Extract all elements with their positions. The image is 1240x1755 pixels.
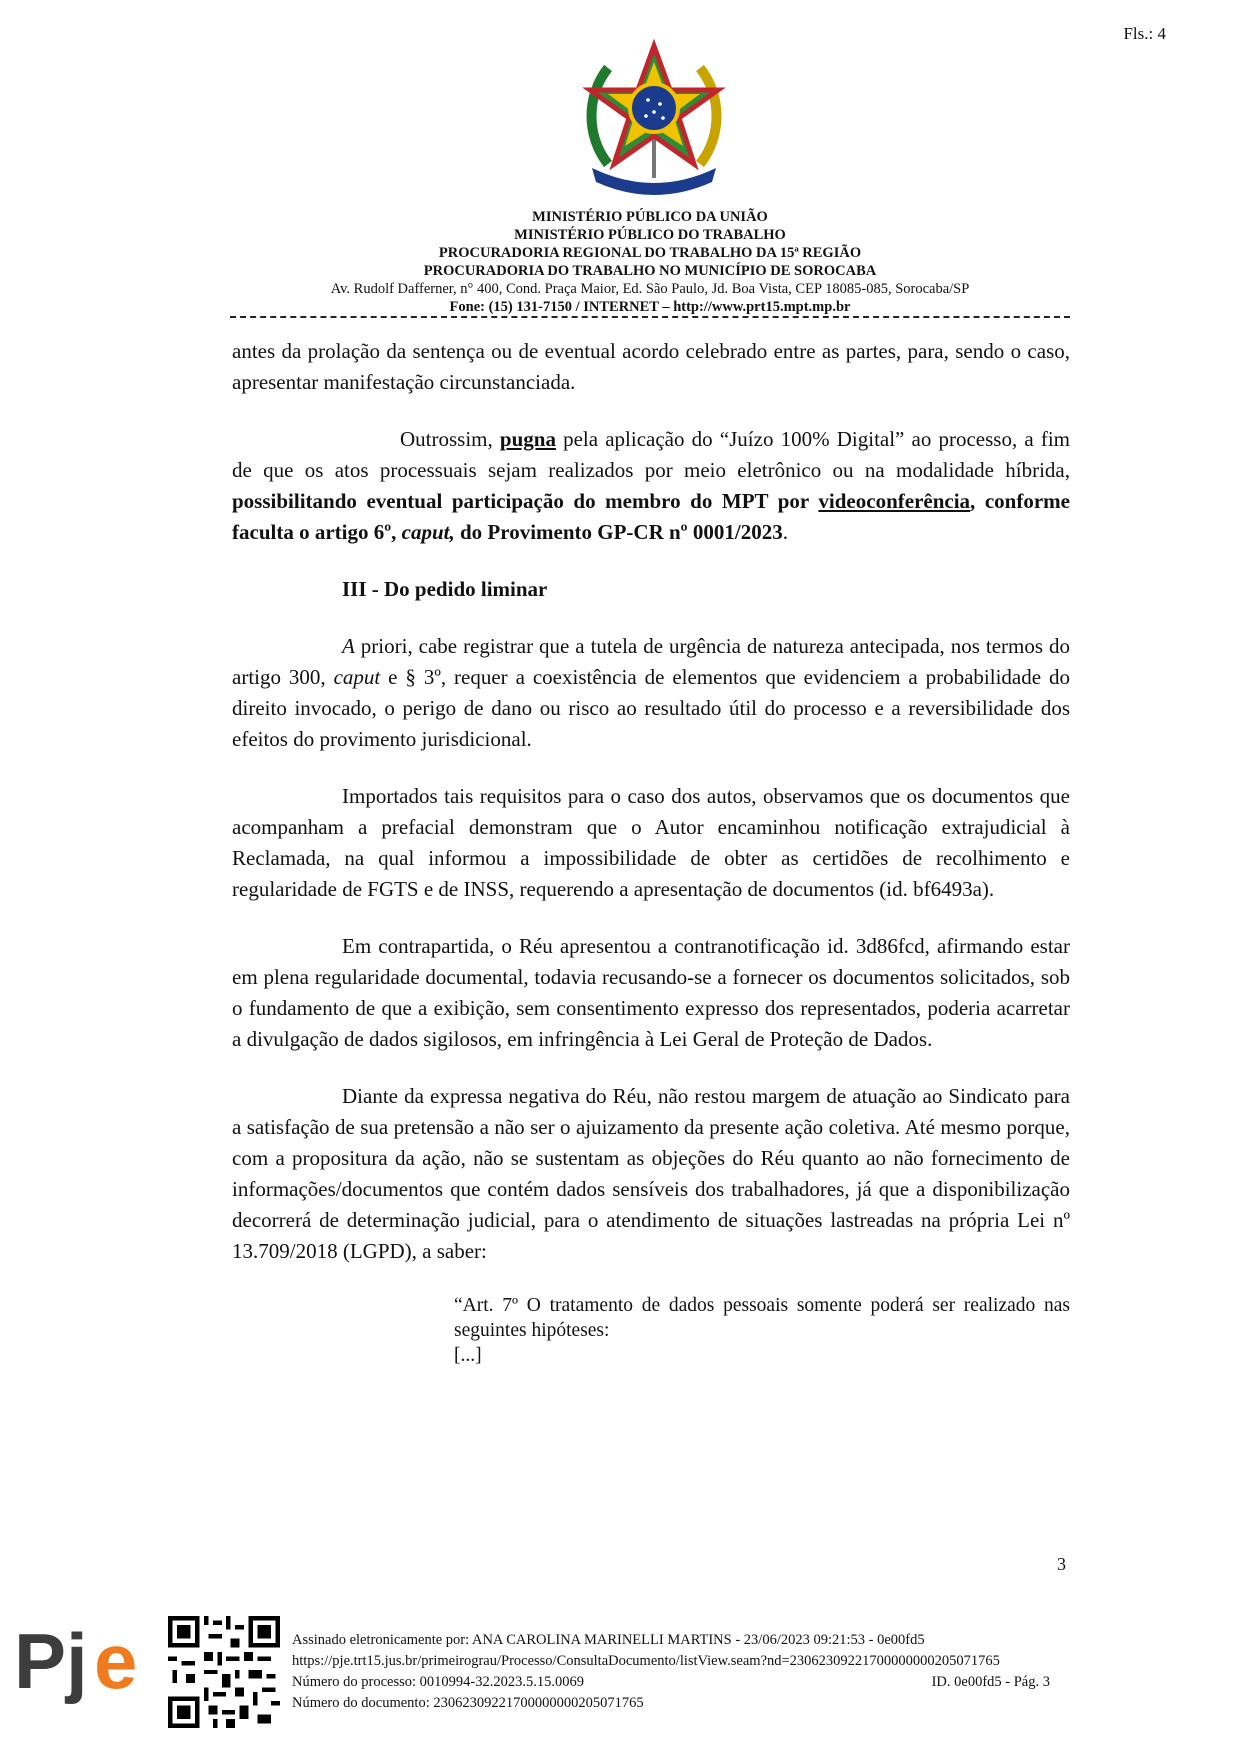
header-line-3: PROCURADORIA REGIONAL DO TRABALHO DA 15ª REGIÃO xyxy=(438,245,862,261)
emphasis-pugna: pugna xyxy=(499,427,556,451)
document-id: ID. 0e00fd5 - Pág. 3 xyxy=(931,1674,1050,1690)
qr-code-icon[interactable] xyxy=(168,1616,280,1728)
bold-text: , conforme faculta o artigo 6º, xyxy=(232,489,1070,544)
legal-quote xyxy=(454,1293,1070,1368)
process-number: Número do processo: 0010994-32.2023.5.15.0069 xyxy=(292,1674,584,1690)
text: priori, cabe registrar que a tutela de urgência de natureza antecipada, nos termos do artigo 300, xyxy=(232,634,1070,689)
paragraph-2 xyxy=(232,424,1070,548)
paragraph-4: Importados tais requisitos para o caso dos autos, observamos que os documentos que acompanham a prefacial demonstram que o Autor encaminhou notificação extrajudicial à Reclamada, na qual informou a impossibilidade de obter as certidões de recolhimento e regularidade de FGTS e de INSS, requerendo a apresentação de documentos (id. bf6493a). xyxy=(232,784,1070,901)
document-number: Número do documento: 23062309221700000000205071765 xyxy=(292,1695,644,1711)
folio-number: Fls.: 4 xyxy=(1123,24,1166,43)
paragraph-1: antes da prolação da sentença ou de eventual acordo celebrado entre as partes, para, sendo o caso, apresentar manifestação circunstanciada. xyxy=(232,339,1070,394)
svg-text:e: e xyxy=(94,1617,138,1705)
document-body xyxy=(232,336,1070,1368)
bold-text: do Provimento GP-CR nº 0001/2023 xyxy=(454,520,783,544)
pje-logo-icon xyxy=(14,1616,162,1708)
quoted-term: “Juízo 100% Digital” xyxy=(719,427,905,451)
brazil-coat-of-arms-icon xyxy=(578,36,730,196)
header-line-1: MINISTÉRIO PÚBLICO DA UNIÃO xyxy=(532,209,768,225)
italic-caput: caput xyxy=(333,665,381,689)
quote-line-1: “Art. 7º O tratamento de dados pessoais somente poderá ser realizado nas seguintes hipóteses: xyxy=(454,1295,1070,1341)
underlined-bold-text: videoconferência xyxy=(818,489,971,513)
text: e § 3º, requer a coexistência de elementos que evidenciem a probabilidade do direito invocado, o perigo de dano ou risco ao resultado útil do processo e a reversibilidade dos efeitos do provimento jurisdicional. xyxy=(232,665,1070,751)
header-address: Av. Rudolf Dafferner, n° 400, Cond. Praça Maior, Ed. São Paulo, Jd. Boa Vista, CEP 18085-085, Sorocaba/SP xyxy=(330,281,970,297)
svg-text:Pj: Pj xyxy=(14,1617,88,1705)
bold-text: possibilitando eventual participação do membro do MPT por xyxy=(232,489,819,513)
document-url[interactable]: https://pje.trt15.jus.br/primeirograu/Processo/ConsultaDocumento/listView.seam?nd=23062309221700000000205071765 xyxy=(292,1653,1000,1669)
process-row xyxy=(292,1672,1112,1693)
header-line-4: PROCURADORIA DO TRABALHO NO MUNICÍPIO DE SOROCABA xyxy=(423,263,877,279)
text: pela aplicação do xyxy=(555,427,720,451)
header-divider xyxy=(230,316,1070,318)
text: ao processo, a fim de que os atos processuais sejam realizados por meio eletrônico ou na modalidade híbrida, xyxy=(232,427,1070,482)
italic-caput: caput, xyxy=(401,520,455,544)
header-contact: Fone: (15) 131-7150 / INTERNET – http://www.prt15.mpt.mp.br xyxy=(449,299,851,315)
paragraph-5: Em contrapartida, o Réu apresentou a contranotificação id. 3d86fcd, afirmando estar em plena regularidade documental, todavia recusando-se a fornecer os documentos solicitados, sob o fundamento de que a exibição, sem consentimento expresso dos representados, poderia acarretar a divulgação de dados sigilosos, em infringência à Lei Geral de Proteção de Dados. xyxy=(232,934,1070,1051)
text: Outrossim, xyxy=(400,427,500,451)
header-line-2: MINISTÉRIO PÚBLICO DO TRABALHO xyxy=(514,227,786,243)
section-heading: III - Do pedido liminar xyxy=(342,577,548,601)
paragraph-6: Diante da expressa negativa do Réu, não restou margem de atuação ao Sindicato para a satisfação de sua pretensão a não ser o ajuizamento da presente ação coletiva. Até mesmo porque, com a propositura da ação, não se sustentam as objeções do Réu quanto ao não fornecimento de informações/documentos que contém dados sensíveis dos trabalhadores, já que a disponibilização decorrerá de determinação judicial, para o atendimento de situações lastreadas na própria Lei nº 13.709/2018 (LGPD), a saber: xyxy=(232,1084,1070,1263)
electronic-signature-block xyxy=(292,1630,1112,1714)
letterhead xyxy=(228,208,1072,316)
italic-a: A xyxy=(342,634,355,658)
quote-line-2: [...] xyxy=(454,1345,482,1366)
text: . xyxy=(782,520,788,544)
signed-by: Assinado eletronicamente por: ANA CAROLINA MARINELLI MARTINS - 23/06/2023 09:21:53 - 0e00fd5 xyxy=(292,1632,925,1648)
page-number: 3 xyxy=(1057,1554,1066,1574)
paragraph-3 xyxy=(232,631,1070,755)
